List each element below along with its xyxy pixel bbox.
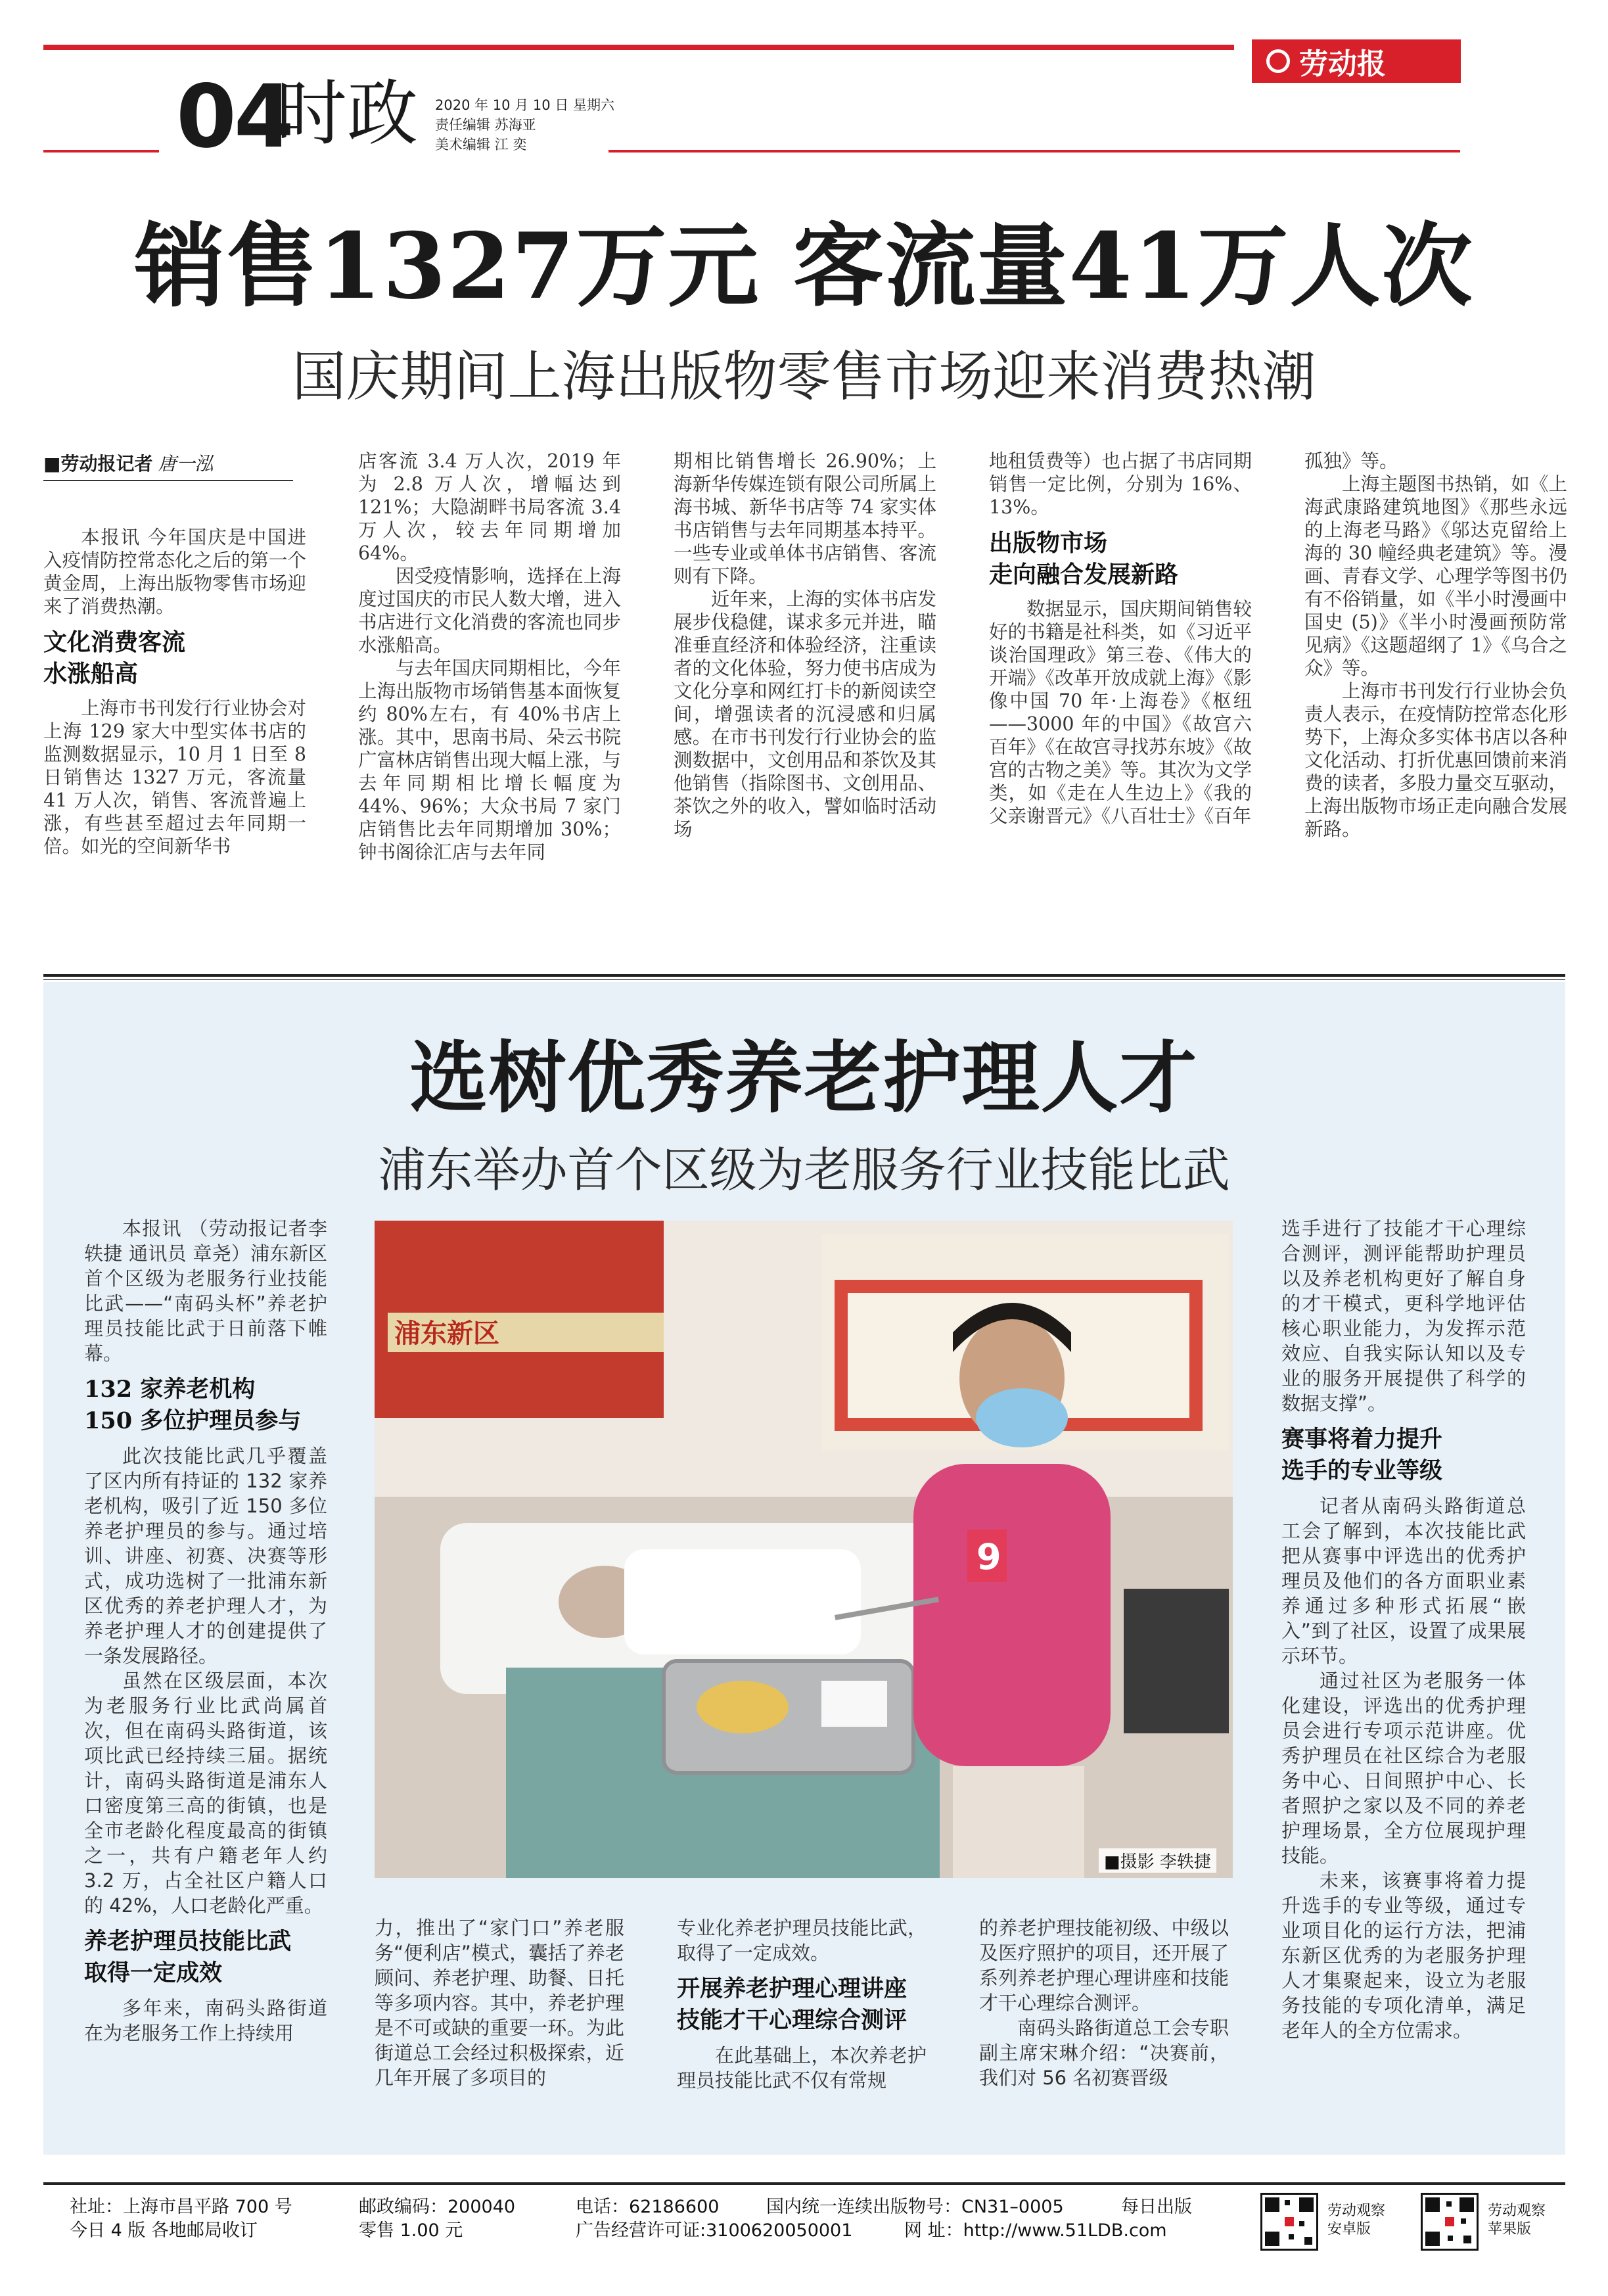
paragraph: 虽然在区级层面，本次为老服务行业比武尚属首次，但在南码头路街道，该项比武已经持续三届。据统计，南码头路街道是浦东人口密度第三高的街镇，也是全市老龄化程度最高的街镇之一，共有户籍老年人约 3.2 万，占全社区户籍人口的 42%，人口老龄化严重。	[84, 1670, 327, 1917]
byline-label: ■劳动报记者	[43, 453, 153, 475]
article2-column-5	[1281, 1216, 1526, 2043]
caregiver-photo	[375, 1221, 1233, 1878]
qr-caption-line: 劳动观察	[1327, 2203, 1386, 2219]
article2-column-2	[375, 1915, 624, 2090]
qr-caption-line: 劳动观察	[1488, 2203, 1546, 2219]
qr-caption-line: 安卓版	[1327, 2221, 1371, 2237]
article1-column-4	[989, 450, 1252, 828]
section-name: 时政	[276, 73, 419, 155]
newspaper-logo-icon	[1266, 49, 1290, 73]
competitor-number-badge: 9	[976, 1536, 1001, 1578]
article1-column-2	[358, 450, 621, 864]
article-divider-thin	[43, 979, 1565, 980]
footer-frequency: 每日出版	[1121, 2197, 1192, 2217]
paragraph: 上海主题图书热销，如《上海武康路建筑地图》《那些永远的上海老马路》《邬达克留给上海的 30 幢经典老建筑》等。漫画、青春文学、心理学等图书仍有不俗销量，如《半小时漫画中国史 (5)》《半小时漫画预防常见病》《这题超纲了 1》《乌合之众》等。	[1304, 473, 1567, 679]
footer-row-2	[70, 2219, 1213, 2243]
footer-row-1	[70, 2195, 1213, 2219]
qr-code-android-icon[interactable]	[1260, 2193, 1318, 2251]
masthead-title: 劳动报	[1299, 47, 1386, 81]
paragraph: 专业化养老护理员技能比武，取得了一定成效。	[677, 1917, 927, 1964]
article2-headline: 选树优秀养老护理人才	[409, 1032, 1199, 1123]
article2-column-1	[84, 1216, 327, 2046]
paragraph: 上海市书刊发行行业协会负责人表示，在疫情防控常态化形势下，上海众多实体书店以各种文化活动、打折优惠回馈前来消费的读者，多股力量交互驱动，上海出版物市场正走向融合发展新路。	[1304, 680, 1567, 840]
qr-caption-ios	[1488, 2202, 1546, 2239]
paragraph: 选手进行了技能才干心理综合测评，测评能帮助护理员以及养老机构更好了解自身的才干模式，更科学地评估核心职业能力，为发挥示范效应、自我实际认知以及专业的服务开展提供了科学的数据支撑”。	[1281, 1217, 1526, 1415]
subhead-line: 赛事将着力提升	[1281, 1426, 1443, 1453]
article2-subhead-4	[1281, 1424, 1526, 1487]
art-editor: 美术编辑 江 奕	[435, 137, 527, 152]
article1-column-1	[43, 526, 306, 858]
article1-byline	[43, 450, 293, 481]
paragraph: 上海市书刊发行行业协会对上海 129 家大中型实体书店的监测数据显示，10 月 1 日至 8 日销售达 1327 万元，客流量 41 万人次，销售、客流普遍上涨，有些甚至超过去年同期一倍。如光的空间新华书	[43, 697, 306, 857]
article2-subhead-1	[84, 1374, 327, 1437]
paragraph: 通过社区为老服务一体化建设，评选出的优秀护理员会进行专项示范讲座。优秀护理员在社区综合为老服务中心、日间照护中心、长者照护之家以及不同的养老护理场景，全方位展现护理技能。	[1281, 1670, 1526, 1867]
footer-postcode: 邮政编码：200040	[359, 2197, 516, 2217]
article2-subhead-3	[677, 1973, 927, 2036]
article1-subheadline: 国庆期间上海出版物零售市场迎来消费热潮	[292, 346, 1316, 408]
subhead-line: 养老护理员技能比武	[84, 1928, 292, 1955]
article-divider	[43, 974, 1565, 977]
article2-subheadline: 浦东举办首个区级为老服务行业技能比武	[378, 1142, 1230, 1198]
qr-caption-android	[1327, 2202, 1385, 2239]
paragraph: 未来，该赛事将着力提升选手的专业等级，通过专业项目化的运行方法，把浦东新区优秀的为老服务护理人才集聚起来，设立为老服务技能的专项化清单，满足老年人的全方位需求。	[1281, 1869, 1526, 2042]
paragraph: 期相比销售增长 26.90%；上海新华传媒连锁有限公司所属上海书城、新华书店等 74 家实体书店销售与去年同期基本持平。一些专业或单体书店销售、客流则有下降。	[674, 450, 936, 587]
subhead-line: 出版物市场	[989, 530, 1108, 557]
subhead-line: 选手的专业等级	[1281, 1457, 1443, 1484]
subhead-line: 开展养老护理心理讲座	[677, 1975, 907, 2002]
paragraph: 数据显示，国庆期间销售较好的书籍是社科类，如《习近平谈治国理政》第三卷、《伟大的开端》《改革开放成就上海》《影像中国 70 年·上海卷》《枢纽——3000 年的中国》《故宫六百年》《在故宫寻找苏东坡》《故宫的古物之美》等。其次为文学类，如《走在人生边上》《我的父亲谢晋元》《八百壮士》《百年	[989, 598, 1252, 827]
paragraph: 店客流 3.4 万人次，2019 年为 2.8 万人次，增幅达到 121%；大隐湖畔书局客流 3.4 万人次，较去年同期增加 64%。	[358, 450, 621, 564]
subhead-line: 132 家养老机构	[84, 1376, 256, 1403]
article1-headline: 销售1327万元 客流量41万人次	[134, 212, 1474, 319]
issue-info	[435, 95, 614, 154]
article1-column-5	[1304, 450, 1567, 841]
subhead-line: 走向融合发展新路	[989, 561, 1179, 588]
article1-subhead-1	[43, 627, 306, 690]
header-left-rule	[43, 150, 159, 152]
article2-column-3	[677, 1915, 927, 2093]
page-number: 04	[176, 66, 292, 168]
article2-subhead-2	[84, 1926, 327, 1989]
footer-ad-license: 广告经营许可证:3100620050001	[576, 2220, 853, 2241]
subhead-line: 150 多位护理员参与	[84, 1407, 302, 1434]
paragraph: 与去年国庆同期相比，今年上海出版物市场销售基本面恢复约 80%左右，有 40%书店上涨。其中，思南书局、朵云书院广富林店销售出现大幅上涨，与去年同期相比增长幅度为 44%、96%；大众书局 7 家门店销售比去年同期增加 30%；钟书阁徐汇店与去年同	[358, 657, 621, 863]
qr-caption-line: 苹果版	[1488, 2221, 1532, 2237]
footer-cn-number: 国内统一连续出版物号：CN31–0005	[766, 2197, 1064, 2217]
subhead-line: 水涨船高	[43, 661, 139, 688]
photo-credit: ■摄影 李轶捷	[1099, 1848, 1216, 1873]
responsible-editor: 责任编辑 苏海亚	[435, 117, 536, 133]
footer-rule	[43, 2182, 1565, 2185]
paragraph: 因受疫情影响，选择在上海度过国庆的市民人数大增，进入书店进行文化消费的客流也同步水涨船高。	[358, 565, 621, 656]
subhead-line: 取得一定成效	[84, 1959, 223, 1986]
issue-date: 2020 年 10 月 10 日 星期六	[435, 97, 614, 113]
paragraph: 此次技能比武几乎覆盖了区内所有持证的 132 家养老机构，吸引了近 150 多位养老护理员的参与。通过培训、讲座、初赛、决赛等形式，成功选树了一批浦东新区优秀的养老护理人才，为养老护理人才的创建提供了一条发展路径。	[84, 1445, 327, 1667]
footer-price: 零售 1.00 元	[359, 2220, 463, 2241]
paragraph: 孤独》等。	[1304, 450, 1398, 472]
byline-name: 唐一泓	[158, 453, 214, 475]
article1-subhead-2	[989, 528, 1252, 591]
footer-website[interactable]: 网 址：http://www.51LDB.com	[904, 2220, 1167, 2241]
footer-address: 社址：上海市昌平路 700 号	[70, 2197, 292, 2217]
footer-phone: 电话：62186600	[576, 2197, 720, 2217]
paragraph: 的养老护理技能初级、中级以及医疗照护的项目，还开展了系列养老护理心理讲座和技能才干心理综合测评。	[979, 1917, 1229, 2014]
header-right-rule	[609, 150, 1460, 152]
paragraph: 近年来，上海的实体书店发展步伐稳健，谋求多元并进，瞄准垂直经济和体验经济，注重读者的文化体验，努力使书店成为文化分享和网红打卡的新阅读空间，增强读者的沉浸感和归属感。在市书刊发行行业协会的监测数据中，文创用品和茶饮及其他销售（指除图书、文创用品、茶饮之外的收入，譬如临时活动场	[674, 588, 936, 840]
photo-banner-text: 浦东新区	[394, 1319, 499, 1349]
paragraph: 在此基础上，本次养老护理员技能比武不仅有常规	[677, 2044, 927, 2092]
subhead-line: 技能才干心理综合测评	[677, 2007, 907, 2034]
qr-code-ios-icon[interactable]	[1421, 2193, 1479, 2251]
article2-column-4	[979, 1915, 1229, 2090]
paragraph: 记者从南码头路街道总工会了解到，本次技能比武把从赛事中评选出的优秀护理员及他们的各方面职业素养通过多种形式拓展“嵌入”到了社区，设置了成果展示环节。	[1281, 1495, 1526, 1667]
paragraph: 多年来，南码头路街道在为老服务工作上持续用	[84, 1997, 327, 2044]
paragraph: 本报讯 （劳动报记者李轶捷 通讯员 章尧）浦东新区首个区级为老服务行业技能比武——“南码头杯”养老护理员技能比武于日前落下帷幕。	[84, 1217, 327, 1365]
photo-illustration	[375, 1221, 1233, 1878]
paragraph: 地租赁费等）也占据了书店同期销售一定比例，分别为 16%、13%。	[989, 450, 1252, 518]
subhead-line: 文化消费客流	[43, 629, 186, 656]
footer-subscription: 今日 4 版 各地邮局收订	[70, 2220, 258, 2241]
header-top-rule	[43, 45, 1234, 50]
paragraph: 南码头路街道总工会专职副主席宋琳介绍：“决赛前，我们对 56 名初赛晋级	[979, 2017, 1229, 2089]
masthead-logo	[1252, 39, 1461, 83]
paragraph: 本报讯 今年国庆是中国进入疫情防控常态化之后的第一个黄金周，上海出版物零售市场迎来了消费热潮。	[43, 527, 306, 617]
paragraph: 力，推出了“家门口”养老服务“便利店”模式，囊括了养老顾问、养老护理、助餐、日托等多项内容。其中，养老护理是不可或缺的重要一环。为此街道总工会经过积极探索，近几年开展了多项目的	[375, 1917, 624, 2089]
article1-column-3	[674, 450, 936, 841]
footer-info	[70, 2195, 1213, 2243]
